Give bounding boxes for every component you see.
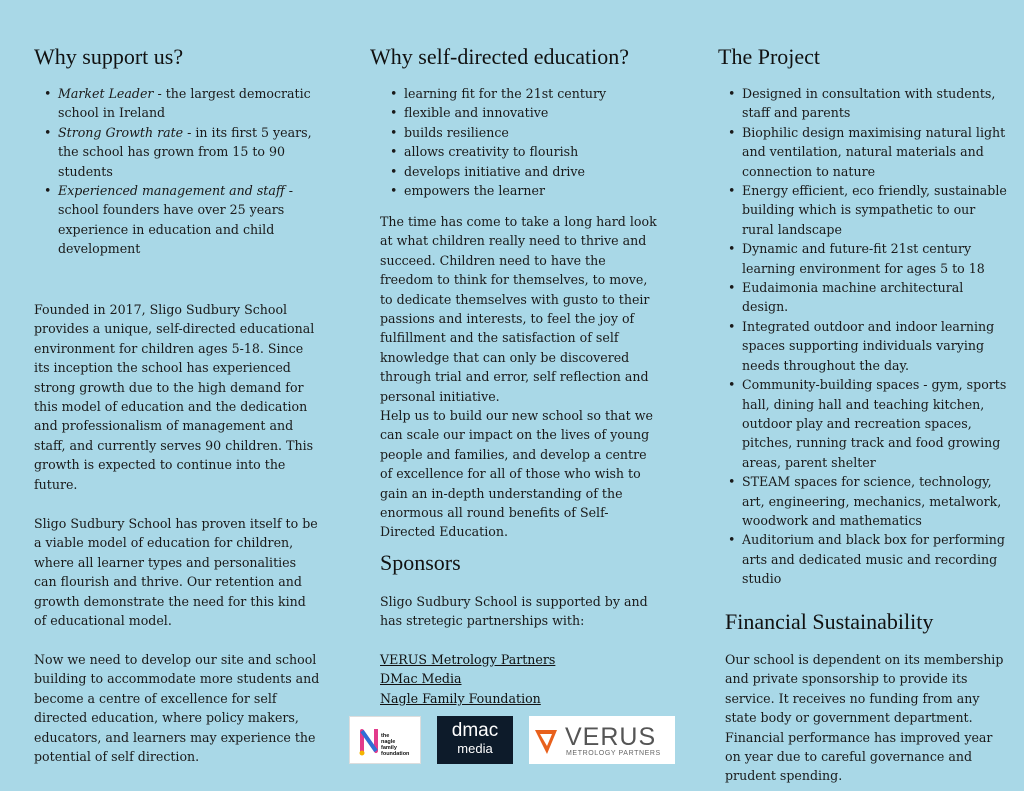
verus-logo [529,716,675,764]
bullet-text: - in its first 5 years, the school has grown from 15 to 90 students [58,124,312,179]
sponsor-link-nagle[interactable]: Nagle Family Foundation [380,690,541,706]
list-item: • Auditorium and black box for performing arts and dedicated music and recording studio [718,530,1008,588]
list-item: • flexible and innovative [380,103,650,122]
list-item: • builds resilience [380,123,650,142]
develop-paragraph: Now we need to develop our site and school building to accommodate more students and become a centre of excellence for self directed education, where policy makers, educators, and learners may experience the potential of self direction. [34,652,320,765]
help-us-paragraph: Help us to build our new school so that we can scale our impact on the lives of young people and families, and develop a centre of excellence for all of those who wish to gain an in-depth understanding of the enormous all round benefits of Self-Directed Education. [380,408,653,540]
list-item [34,181,319,259]
project-bullets [718,84,1008,589]
support-bullets [34,84,319,259]
dmac-logo-top: dmac [451,720,499,741]
svg-text:family: family [381,745,397,751]
sponsor-link-verus[interactable]: VERUS Metrology Partners [380,652,556,667]
list-item [34,123,319,181]
list-item: • Dynamic and future-fit 21st century learning environment for ages 5 to 18 [718,239,1008,278]
svg-text:foundation: foundation [381,751,410,757]
svg-text:nagle: nagle [381,739,396,745]
the-project-heading: The Project [718,44,821,69]
why-self-directed-heading: Why self-directed education? [370,44,629,69]
bullet-emphasis: Strong Growth rate [58,124,184,140]
verus-subtitle: METROLOGY PARTNERS [566,750,661,757]
list-item: • Biophilic design maximising natural light and ventilation, natural materials and connection to nature [718,123,1008,181]
sponsors-intro: Sligo Sudbury School is supported by and has stretegic partnerships with: [380,594,648,629]
sponsors-heading: Sponsors [380,550,461,575]
financial-paragraph: Our school is dependent on its membership and private sponsorship to provide its service. It receives no funding from any state body or government department. Financial performance has improved year on year due to careful governance and prudent spending. [725,652,1004,784]
time-has-come-paragraph: The time has come to take a long hard look at what children really need to thrive and succeed. Children need to have the freedom to think for themselves, to move, to dedicate themselves with gusto to their passions and interests, to feel the joy of fulfillment and the satisfaction of self knowledge that can only be discovered through trial and error, self reflection and personal initiative. [380,214,657,404]
self-directed-bullets [380,84,650,200]
bullet-text: - school founders have over 25 years experience in education and child development [58,183,294,257]
sponsor-links [380,650,555,708]
why-support-us-heading: Why support us? [34,44,184,69]
list-item: • learning fit for the 21st century [380,84,650,103]
bullet-text: - the largest democratic school in Ireland [58,86,311,121]
list-item: • empowers the learner [380,181,650,200]
list-item: • STEAM spaces for science, technology, art, engineering, mechanics, metalwork, woodwork and mathematics [718,472,1008,530]
list-item: • Integrated outdoor and indoor learning spaces supporting individuals varying needs throughout the day. [718,317,1008,375]
bullet-emphasis: Experienced management and staff [58,183,285,199]
sponsor-link-dmac[interactable]: DMac Media [380,671,462,687]
dmac-logo-bottom: media [457,741,493,756]
list-item: • Eudaimonia machine architectural design. [718,278,1008,317]
dmac-logo [437,716,513,764]
list-item: • develops initiative and drive [380,162,650,181]
svg-text:the: the [381,733,390,739]
proven-paragraph: Sligo Sudbury School has proven itself to be a viable model of education for children, where all learner types and personalities can flourish and thrive. Our retention and growth demonstrate the need for this kind of educational model. [34,516,318,629]
financial-sustainability-heading: Financial Sustainability [725,609,934,634]
list-item: • allows creativity to flourish [380,142,650,161]
founded-paragraph: Founded in 2017, Sligo Sudbury School provides a unique, self-directed educational environment for children ages 5-18. Since its inception the school has experienced strong growth due to the high demand for this model of education and the dedication and professionalism of management and staff, and currently serves 90 children. This growth is expected to continue into the future. [34,302,315,492]
list-item [34,84,319,123]
list-item: • Energy efficient, eco friendly, sustainable building which is sympathetic to our rural landscape [718,181,1008,239]
nagle-logo [349,716,421,764]
verus-wordmark: VERUS [565,723,657,751]
list-item: • Designed in consultation with students, staff and parents [718,84,1008,123]
bullet-emphasis: Market Leader [58,86,154,101]
list-item: • Community-building spaces - gym, sports hall, dining hall and teaching kitchen, outdoor play and recreation spaces, pitches, running track and food growing areas, parent shelter [718,375,1008,472]
